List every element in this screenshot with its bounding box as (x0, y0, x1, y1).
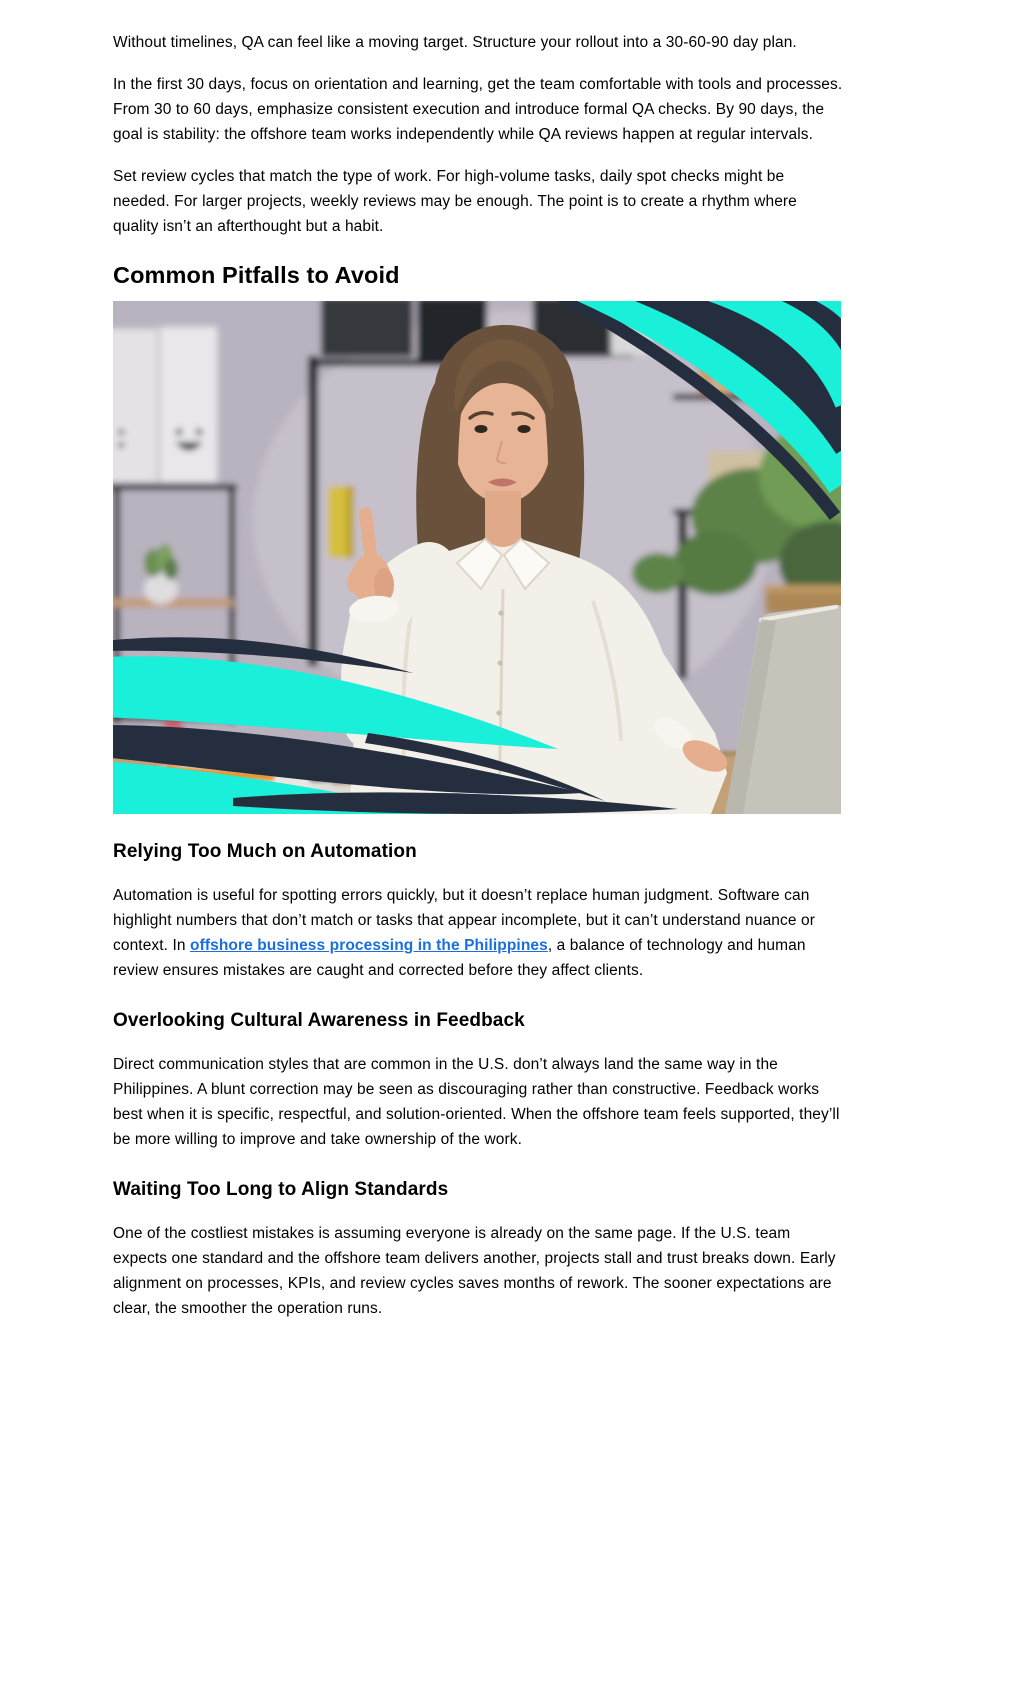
paragraph-30-60-90: In the first 30 days, focus on orientation and learning, get the team comfortable with tools and processes. From 30 to 60 days, emphasize consistent execution and introduce formal QA checks. By 90 days, the goal is stability: the offshore team works independently while QA reviews happen at regular intervals. (113, 76, 843, 143)
heading-common-pitfalls: Common Pitfalls to Avoid (113, 262, 400, 288)
warning-gesture-photo (113, 301, 841, 814)
article-hero-image (113, 301, 841, 814)
paragraph-cultural-awareness: Direct communication styles that are common in the U.S. don’t always land the same way in the Philippines. A blunt correction may be seen as discouraging rather than constructive. Feedback works best when it is specific, respectful, and solution-oriented. When the offshore team feels supported, they’ll be more willing to improve and take ownership of the work. (113, 1056, 840, 1148)
paragraph-automation-pre: Automation is useful for spotting errors quickly, but it doesn’t replace human judgment. Software can highlight numbers that don’t match or tasks that appear incomplete, but it can’t understand nuance or context. In (113, 887, 815, 954)
heading-relying-on-automation: Relying Too Much on Automation (113, 841, 417, 862)
philippines-offshore-link[interactable]: offshore business processing in the Philippines (190, 937, 548, 954)
paragraph-automation-post: , a balance of technology and human review ensures mistakes are caught and corrected before they affect clients. (113, 937, 806, 979)
paragraph-align-standards: One of the costliest mistakes is assuming everyone is already on the same page. If the U.S. team expects one standard and the offshore team delivers another, projects stall and trust breaks down. Early alignment on processes, KPIs, and review cycles saves months of rework. The sooner expectations are clear, the smoother the operation runs. (113, 1225, 836, 1317)
paragraph-automation (113, 883, 845, 983)
paragraph-review-cycles: Set review cycles that match the type of work. For high-volume tasks, daily spot checks might be needed. For larger projects, weekly reviews may be enough. The point is to create a rhythm where quality isn’t an afterthought but a habit. (113, 168, 797, 235)
heading-align-standards: Waiting Too Long to Align Standards (113, 1179, 449, 1200)
heading-cultural-awareness: Overlooking Cultural Awareness in Feedback (113, 1010, 525, 1031)
intro-paragraph-timelines: Without timelines, QA can feel like a moving target. Structure your rollout into a 30-60-90 day plan. (113, 34, 797, 51)
